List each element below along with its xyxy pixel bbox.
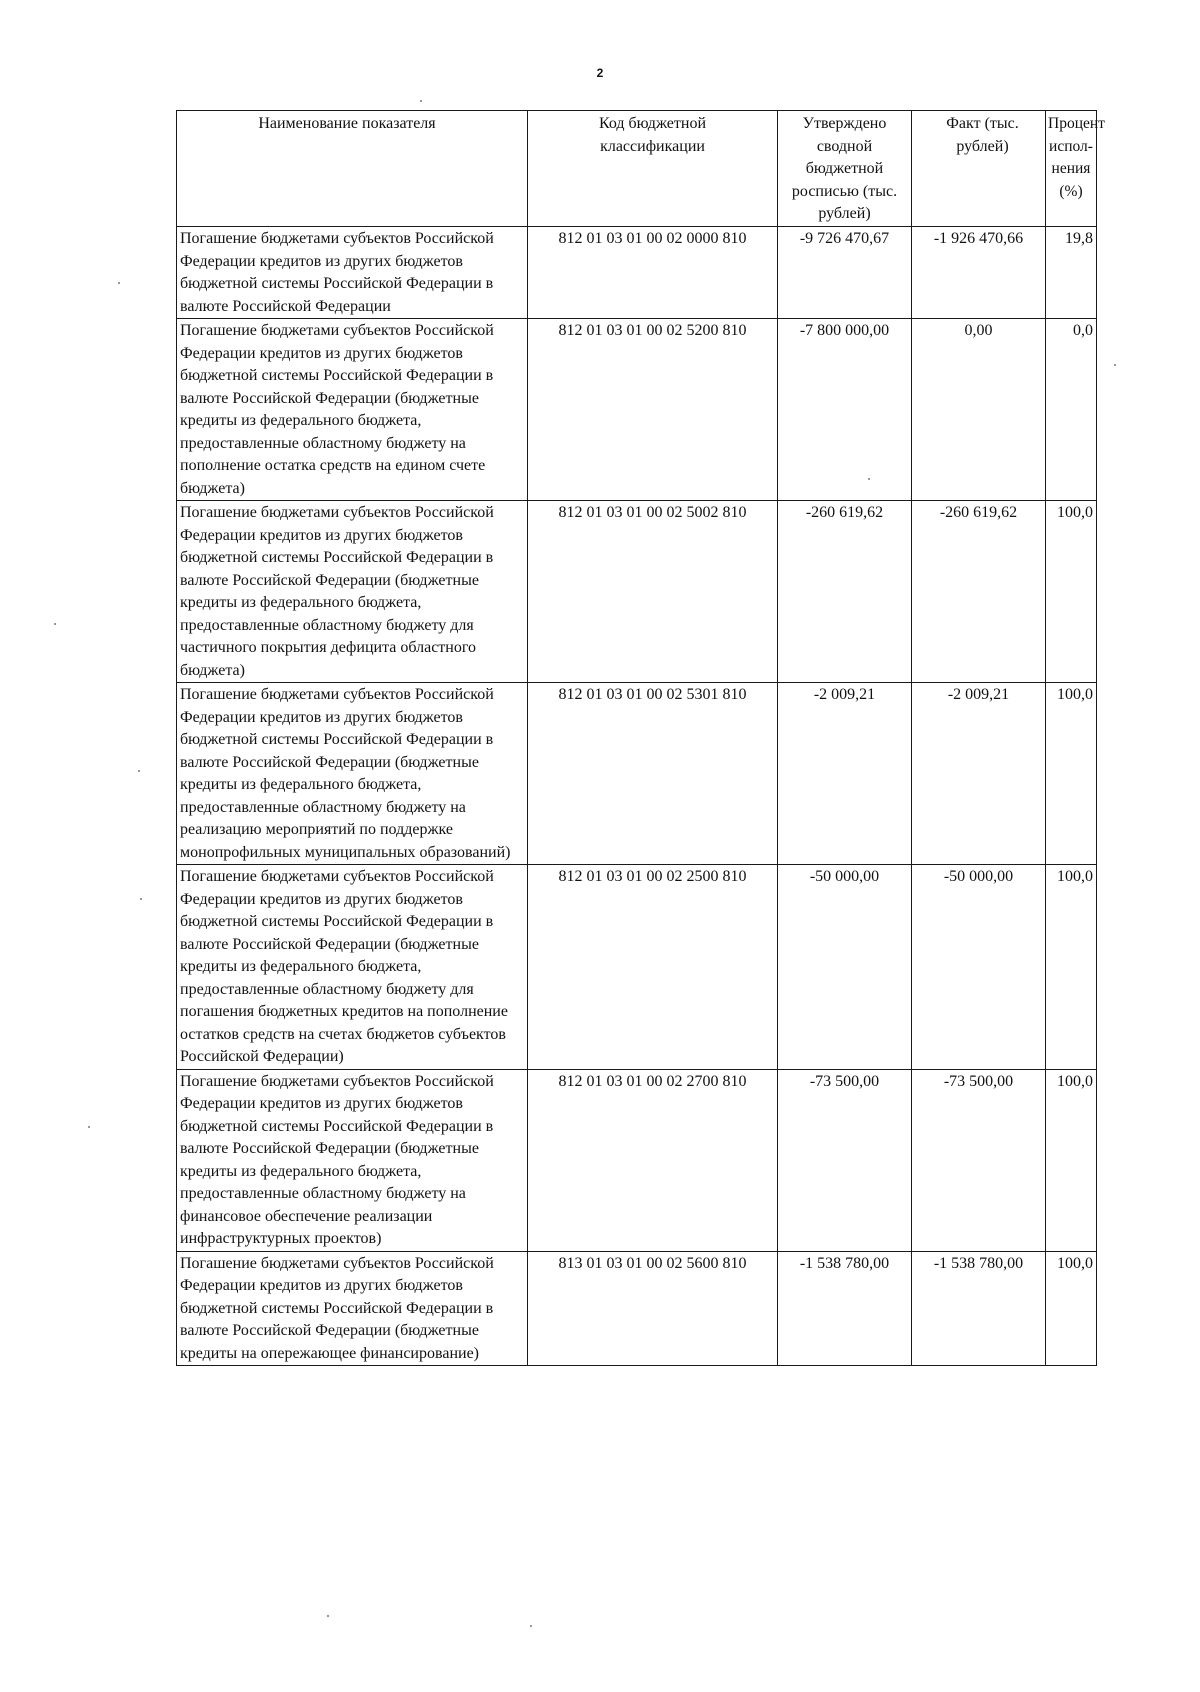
- header-percent: Процент испол-нения (%): [1046, 111, 1097, 227]
- row-percent: 0,0: [1046, 319, 1097, 501]
- row-fact: 0,00: [912, 319, 1046, 501]
- table-row: [177, 319, 1097, 501]
- row-percent: 100,0: [1046, 1069, 1097, 1251]
- row-percent: 100,0: [1046, 865, 1097, 1070]
- table-row: [177, 865, 1097, 1070]
- row-percent: 100,0: [1046, 501, 1097, 683]
- row-fact: -1 538 780,00: [912, 1251, 1046, 1366]
- row-indicator-name: Погашение бюджетами субъектов Российской Федерации кредитов из других бюджетов бюджетной системы Российской Федерации в валюте Российской Федерации (бюджетные кредиты из федерального бюджета, предоставленные областному бюджету на пополнение остатка средств на едином счете бюджета): [177, 319, 528, 501]
- row-budget-code: 812 01 03 01 00 02 5200 810: [528, 319, 778, 501]
- row-approved: -260 619,62: [778, 501, 912, 683]
- scan-speck: [88, 1126, 90, 1128]
- row-approved: -50 000,00: [778, 865, 912, 1070]
- row-budget-code: 812 01 03 01 00 02 5002 810: [528, 501, 778, 683]
- row-fact: -260 619,62: [912, 501, 1046, 683]
- row-budget-code: 812 01 03 01 00 02 0000 810: [528, 227, 778, 319]
- row-indicator-name: Погашение бюджетами субъектов Российской Федерации кредитов из других бюджетов бюджетной системы Российской Федерации в валюте Российской Федерации (бюджетные кредиты из федерального бюджета, предоставленные областному бюджету на реализацию мероприятий по поддержке монопрофильных муниципальных образований): [177, 683, 528, 865]
- table-row: [177, 1251, 1097, 1366]
- row-indicator-name: Погашение бюджетами субъектов Российской Федерации кредитов из других бюджетов бюджетной системы Российской Федерации в валюте Российской Федерации (бюджетные кредиты из федерального бюджета, предоставленные областному бюджету для частичного покрытия дефицита областного бюджета): [177, 501, 528, 683]
- scan-speck: [327, 1615, 329, 1617]
- row-approved: -9 726 470,67: [778, 227, 912, 319]
- row-budget-code: 812 01 03 01 00 02 5301 810: [528, 683, 778, 865]
- header-approved: Утверждено сводной бюджетной росписью (тыс. рублей): [778, 111, 912, 227]
- header-fact: Факт (тыс. рублей): [912, 111, 1046, 227]
- header-indicator-name: Наименование показателя: [177, 111, 528, 227]
- row-indicator-name: Погашение бюджетами субъектов Российской Федерации кредитов из других бюджетов бюджетной системы Российской Федерации в валюте Российской Федерации (бюджетные кредиты на опережающее финансирование): [177, 1251, 528, 1366]
- scan-speck: [118, 282, 120, 284]
- row-percent: 19,8: [1046, 227, 1097, 319]
- row-fact: -50 000,00: [912, 865, 1046, 1070]
- table-row: [177, 1069, 1097, 1251]
- scan-speck: [420, 100, 422, 102]
- row-approved: -1 538 780,00: [778, 1251, 912, 1366]
- scan-speck: [868, 478, 870, 480]
- scan-speck: [140, 898, 142, 900]
- row-approved: -2 009,21: [778, 683, 912, 865]
- table-header-row: [177, 111, 1097, 227]
- row-fact: -1 926 470,66: [912, 227, 1046, 319]
- row-percent: 100,0: [1046, 683, 1097, 865]
- scan-speck: [54, 623, 56, 625]
- row-approved: -73 500,00: [778, 1069, 912, 1251]
- budget-table: [176, 110, 1105, 1366]
- row-fact: -2 009,21: [912, 683, 1046, 865]
- table-row: [177, 227, 1097, 319]
- table-row: [177, 501, 1097, 683]
- row-budget-code: 812 01 03 01 00 02 2500 810: [528, 865, 778, 1070]
- row-budget-code: 813 01 03 01 00 02 5600 810: [528, 1251, 778, 1366]
- row-approved: -7 800 000,00: [778, 319, 912, 501]
- scan-speck: [530, 1625, 532, 1627]
- row-indicator-name: Погашение бюджетами субъектов Российской Федерации кредитов из других бюджетов бюджетной системы Российской Федерации в валюте Российской Федерации (бюджетные кредиты из федерального бюджета, предоставленные областному бюджету для погашения бюджетных кредитов на пополнение остатков средств на счетах бюджетов субъектов Российской Федерации): [177, 865, 528, 1070]
- row-percent: 100,0: [1046, 1251, 1097, 1366]
- row-indicator-name: Погашение бюджетами субъектов Российской Федерации кредитов из других бюджетов бюджетной системы Российской Федерации в валюте Российской Федерации (бюджетные кредиты из федерального бюджета, предоставленные областному бюджету на финансовое обеспечение реализации инфраструктурных проектов): [177, 1069, 528, 1251]
- scan-speck: [1114, 364, 1116, 366]
- row-budget-code: 812 01 03 01 00 02 2700 810: [528, 1069, 778, 1251]
- header-budget-code: Код бюджетной классификации: [528, 111, 778, 227]
- table-row: [177, 683, 1097, 865]
- page-number: 2: [596, 66, 604, 80]
- row-indicator-name: Погашение бюджетами субъектов Российской Федерации кредитов из других бюджетов бюджетной системы Российской Федерации в валюте Российской Федерации: [177, 227, 528, 319]
- row-fact: -73 500,00: [912, 1069, 1046, 1251]
- scan-speck: [138, 770, 140, 772]
